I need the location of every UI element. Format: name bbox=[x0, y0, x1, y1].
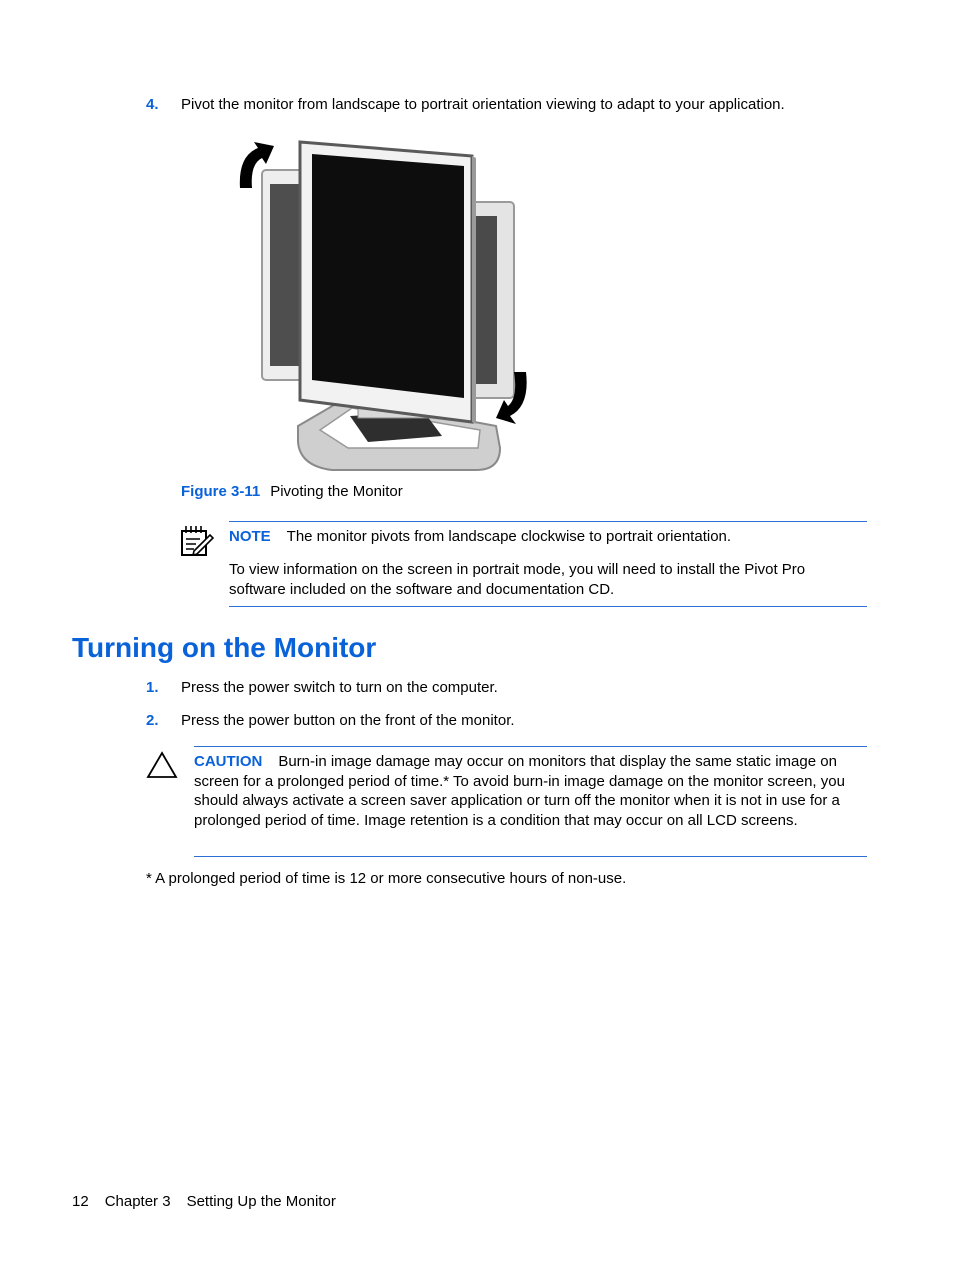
caution-rule-top bbox=[194, 746, 867, 747]
page-number: 12 bbox=[72, 1193, 89, 1210]
note-rule-top bbox=[229, 521, 867, 522]
warning-triangle-icon bbox=[146, 751, 178, 779]
step-number: 2. bbox=[146, 712, 159, 729]
note-rule-bottom bbox=[229, 606, 867, 607]
section-heading: Turning on the Monitor bbox=[72, 632, 377, 663]
front-monitor-portrait bbox=[300, 142, 476, 424]
note-paragraph: To view information on the screen in portrait mode, you will need to install the Pivot Pro software included on the software and documentation CD. bbox=[229, 561, 806, 598]
step-number: 4. bbox=[146, 96, 159, 113]
page-footer bbox=[72, 1192, 352, 1212]
note-icon bbox=[180, 523, 214, 557]
footer-chapter: Chapter 3 bbox=[104, 1193, 171, 1210]
pivoting-monitor-figure bbox=[228, 136, 544, 476]
caution-text: Burn-in image damage may occur on monitors that display the same static image on screen for a prolonged period of time.* To avoid burn-in image damage on the monitor screen, you should always activate a screen saver application or turn off the monitor when it is not in use for a prolonged period of time. Image retention is a condition that may occur on all LCD screens. bbox=[194, 753, 845, 829]
figure-caption-label: Figure 3-11 bbox=[181, 483, 261, 500]
footnote: * A prolonged period of time is 12 or more consecutive hours of non-use. bbox=[146, 870, 627, 887]
note-label: NOTE bbox=[229, 528, 271, 545]
footer-chapter-title: Setting Up the Monitor bbox=[186, 1193, 336, 1210]
caution-paragraph bbox=[194, 752, 866, 830]
step-number: 1. bbox=[146, 679, 159, 696]
figure-caption-text: Pivoting the Monitor bbox=[270, 483, 403, 500]
caution-rule-bottom bbox=[194, 856, 867, 857]
step-text: Pivot the monitor from landscape to portrait orientation viewing to adapt to your application. bbox=[181, 96, 785, 113]
caution-label: CAUTION bbox=[194, 753, 263, 770]
note-line bbox=[229, 527, 731, 547]
figure-caption bbox=[181, 482, 403, 502]
step-text: Press the power button on the front of the monitor. bbox=[181, 712, 515, 729]
step-text: Press the power switch to turn on the computer. bbox=[181, 679, 498, 696]
note-text: The monitor pivots from landscape clockwise to portrait orientation. bbox=[286, 528, 732, 545]
